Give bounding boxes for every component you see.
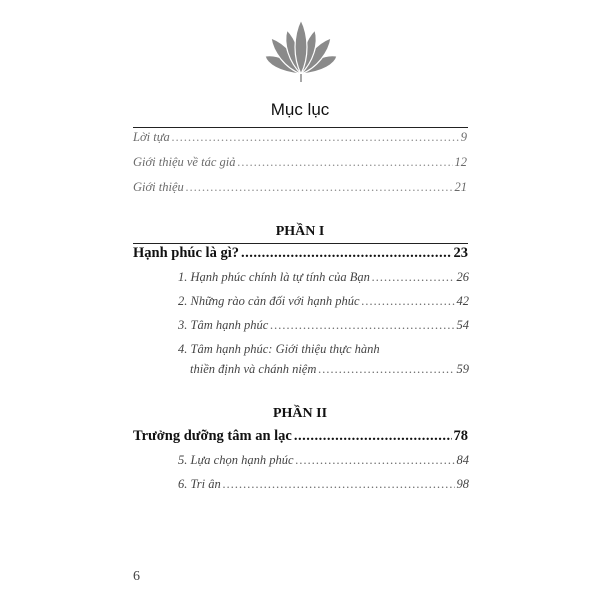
page-title: Mục lục <box>270 100 330 119</box>
toc-chapter-label: 1. Hạnh phúc chính là tự tính của Bạn <box>178 270 370 284</box>
dot-leader <box>172 130 459 145</box>
toc-chapter-label: 6. Tri ân <box>178 477 221 491</box>
toc-chapter-page: 42 <box>456 294 469 308</box>
dot-leader <box>186 180 453 195</box>
toc-chapter-label: 5. Lựa chọn hạnh phúc <box>178 453 294 467</box>
toc-chapter-page: 84 <box>456 453 469 467</box>
toc-chapter-page: 26 <box>456 270 469 284</box>
toc-chapter-6 <box>178 477 469 492</box>
toc-section-cultivating-peace <box>133 428 468 445</box>
toc-entry-page: 12 <box>454 155 467 169</box>
toc-section-page: 78 <box>453 428 468 444</box>
toc-chapter-page: 59 <box>456 362 469 376</box>
toc-chapter-label: 3. Tâm hạnh phúc <box>178 318 269 332</box>
toc-entry-page: 21 <box>454 180 467 194</box>
dot-leader <box>270 318 454 333</box>
toc-entry-label: Giới thiệu về tác giả <box>133 155 236 169</box>
toc-chapter-label: thiền định và chánh niệm <box>190 362 317 376</box>
dot-leader <box>223 477 455 492</box>
lotus-icon <box>265 18 337 82</box>
toc-entry-label: Giới thiệu <box>133 180 184 194</box>
part-2-heading: PHẦN II <box>272 406 328 421</box>
dot-leader <box>296 453 455 468</box>
toc-entry-introduction <box>133 180 467 195</box>
dot-leader <box>318 362 454 377</box>
toc-section-label: Hạnh phúc là gì? <box>133 245 239 261</box>
part-1-divider <box>133 243 468 244</box>
toc-chapter-page: 54 <box>456 318 469 332</box>
toc-entry-preface <box>133 130 467 145</box>
toc-chapter-5 <box>178 453 469 468</box>
toc-section-what-is-happiness <box>133 245 468 262</box>
toc-chapter-4-line1: 4. Tâm hạnh phúc: Giới thiệu thực hành <box>178 342 380 356</box>
toc-chapter-3 <box>178 318 469 333</box>
page-number: 6 <box>133 569 140 584</box>
dot-leader <box>372 270 455 285</box>
toc-entry-page: 9 <box>460 130 467 144</box>
dot-leader <box>294 428 452 445</box>
toc-chapter-4 <box>190 362 469 377</box>
dot-leader <box>237 155 452 170</box>
toc-entry-about-author <box>133 155 467 170</box>
part-1-heading: PHẦN I <box>275 224 325 239</box>
toc-section-label: Trưởng dưỡng tâm an lạc <box>133 428 292 444</box>
dot-leader <box>241 245 452 262</box>
toc-entry-label: Lời tựa <box>133 130 170 144</box>
toc-chapter-1 <box>178 270 469 285</box>
dot-leader <box>362 294 455 309</box>
toc-chapter-2 <box>178 294 469 309</box>
toc-chapter-page: 98 <box>456 477 469 491</box>
title-divider <box>133 127 468 128</box>
toc-section-page: 23 <box>453 245 468 261</box>
toc-chapter-label: 2. Những rào cản đối với hạnh phúc <box>178 294 360 308</box>
